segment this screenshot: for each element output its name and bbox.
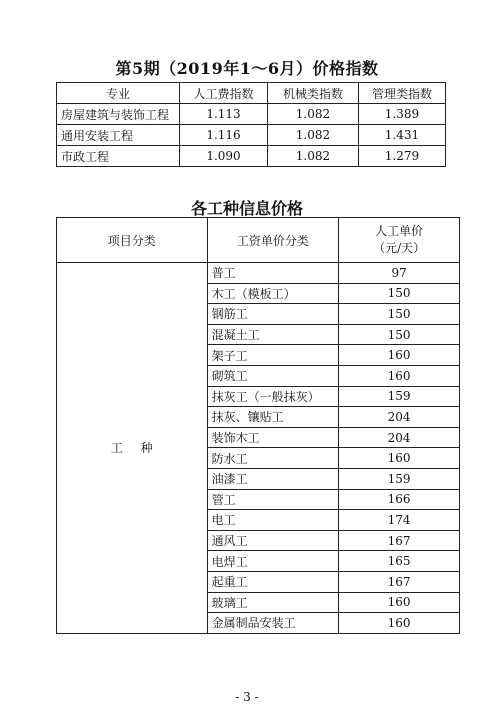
wage-class-cell: 油漆工 bbox=[207, 468, 339, 489]
wage-class-cell: 起重工 bbox=[207, 571, 339, 592]
table-header-row bbox=[57, 83, 446, 104]
unit-price-cell: 150 bbox=[339, 324, 460, 345]
labor-table-body bbox=[57, 263, 460, 634]
price-index-table bbox=[56, 82, 446, 167]
labor-price-table bbox=[56, 217, 460, 634]
row-management-index: 1.279 bbox=[358, 146, 445, 167]
unit-price-cell: 204 bbox=[339, 427, 460, 448]
header-unit-price bbox=[339, 218, 460, 263]
wage-class-cell: 防水工 bbox=[207, 448, 339, 469]
unit-price-cell: 159 bbox=[339, 386, 460, 407]
header-machinery-index: 机械类指数 bbox=[268, 83, 359, 104]
header-unit-price-line2: （元/天） bbox=[373, 241, 426, 255]
page-number: - 3 - bbox=[235, 690, 259, 704]
table-row bbox=[57, 263, 460, 284]
index-table-title: 第5期（2019年1～6月）价格指数 bbox=[115, 59, 379, 78]
table-row bbox=[57, 104, 446, 125]
header-category: 项目分类 bbox=[57, 218, 208, 263]
wage-class-cell: 管工 bbox=[207, 489, 339, 510]
header-unit-price-line1: 人工单价 bbox=[375, 224, 424, 238]
row-machinery-index: 1.082 bbox=[268, 104, 359, 125]
unit-price-cell: 97 bbox=[339, 263, 460, 284]
row-specialty: 通用安装工程 bbox=[57, 125, 180, 146]
unit-price-cell: 160 bbox=[339, 448, 460, 469]
row-specialty: 房屋建筑与装饰工程 bbox=[57, 104, 180, 125]
unit-price-cell: 159 bbox=[339, 468, 460, 489]
wage-class-cell: 电工 bbox=[207, 510, 339, 531]
row-management-index: 1.431 bbox=[358, 125, 445, 146]
wage-class-cell: 装饰木工 bbox=[207, 427, 339, 448]
wage-class-cell: 通风工 bbox=[207, 530, 339, 551]
table-header-row bbox=[57, 218, 460, 263]
row-machinery-index: 1.082 bbox=[268, 125, 359, 146]
wage-class-cell: 抹灰、镶贴工 bbox=[207, 407, 339, 428]
unit-price-cell: 160 bbox=[339, 613, 460, 634]
table-row bbox=[57, 146, 446, 167]
row-management-index: 1.389 bbox=[358, 104, 445, 125]
row-labor-index: 1.090 bbox=[180, 146, 268, 167]
table-row bbox=[57, 125, 446, 146]
unit-price-cell: 150 bbox=[339, 283, 460, 304]
wage-class-cell: 普工 bbox=[207, 263, 339, 284]
row-labor-index: 1.113 bbox=[180, 104, 268, 125]
row-specialty: 市政工程 bbox=[57, 146, 180, 167]
unit-price-cell: 166 bbox=[339, 489, 460, 510]
wage-class-cell: 电焊工 bbox=[207, 551, 339, 572]
wage-class-cell: 混凝土工 bbox=[207, 324, 339, 345]
unit-price-cell: 160 bbox=[339, 345, 460, 366]
wage-class-cell: 木工（模板工） bbox=[207, 283, 339, 304]
unit-price-cell: 167 bbox=[339, 571, 460, 592]
category-cell: 工种 bbox=[57, 263, 208, 634]
header-specialty: 专业 bbox=[57, 83, 180, 104]
unit-price-cell: 165 bbox=[339, 551, 460, 572]
header-wage-class: 工资单价分类 bbox=[207, 218, 339, 263]
wage-class-cell: 钢筋工 bbox=[207, 304, 339, 325]
unit-price-cell: 150 bbox=[339, 304, 460, 325]
unit-price-cell: 204 bbox=[339, 407, 460, 428]
unit-price-cell: 174 bbox=[339, 510, 460, 531]
unit-price-cell: 167 bbox=[339, 530, 460, 551]
wage-class-cell: 金属制品安装工 bbox=[207, 613, 339, 634]
row-machinery-index: 1.082 bbox=[268, 146, 359, 167]
header-management-index: 管理类指数 bbox=[358, 83, 445, 104]
header-labor-index: 人工费指数 bbox=[180, 83, 268, 104]
wage-class-cell: 架子工 bbox=[207, 345, 339, 366]
wage-class-cell: 抹灰工（一般抹灰） bbox=[207, 386, 339, 407]
unit-price-cell: 160 bbox=[339, 365, 460, 386]
wage-class-cell: 砌筑工 bbox=[207, 365, 339, 386]
labor-table-title: 各工种信息价格 bbox=[190, 199, 303, 218]
unit-price-cell: 160 bbox=[339, 592, 460, 613]
row-labor-index: 1.116 bbox=[180, 125, 268, 146]
wage-class-cell: 玻璃工 bbox=[207, 592, 339, 613]
